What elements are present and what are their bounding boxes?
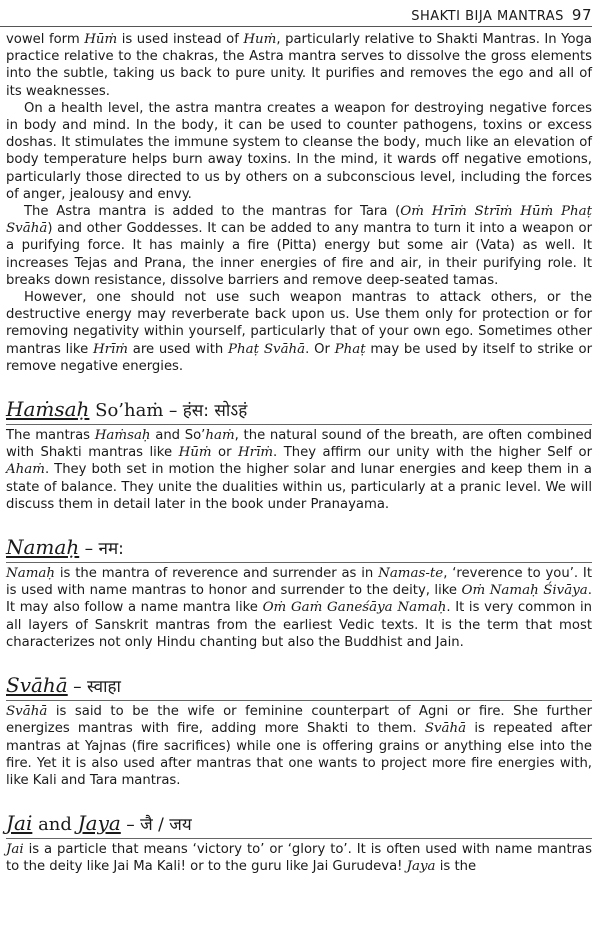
paragraph: On a health level, the astra mantra creates a weapon for destroying negative forces in body and mind. In the body, it can be used to counter pathogens, toxins or excess doshas. It stimulates the immune system to cleanse the body, much like an elevation of body temperature helps burn away toxins. In the mind, it wards off negative emotions, particularly those directed to us by others on a subconscious level, including the forces of anger, jealousy and envy.	[6, 100, 592, 202]
section-heading-hamsah: Haṁsaḥ So’haṁ – हंस: सोऽहं	[6, 397, 592, 425]
section-heading-jai: Jai and Jaya – जै / जय	[6, 811, 592, 839]
paragraph: vowel form Hūṁ is used instead of Huṁ, particularly relative to Shakti Mantras. In Yoga practice relative to the chakras, the Astra mantra serves to dissolve the gross elements into the subtle, taking us back to pure unity. It purifies and removes the ego and all of its weaknesses.	[6, 32, 592, 99]
paragraph: However, one should not use such weapon mantras to attack others, or the destructive energy may reverberate back upon us. Use them only for protection or for removing negativity within yourself, particularly that of your own ego. Sometimes other mantras like Hrīṁ are used with Phaṭ Svāhā. Or Phaṭ may be used by itself to strike or remove negative energies.	[6, 290, 592, 374]
running-header	[0, 4, 592, 27]
paragraph: The mantras Haṁsaḥ and So’haṁ, the natural sound of the breath, are often combined with Shakti mantras like Hūṁ or Hrīṁ. They affirm our unity with the higher Self or Ahaṁ. They both set in motion the higher solar and lunar energies and keep them in a state of balance. They unite the dualities within us, particularly at a pranic level. We will discuss them in detail later in the book under Pranayama.	[6, 428, 593, 512]
page-number: 97	[571, 6, 592, 24]
header-title: SHAKTI BIJA MANTRAS	[411, 9, 564, 24]
section-heading-namah: Namaḥ – नम:	[6, 535, 592, 563]
paragraph: Jai is a particle that means ‘victory to’ or ‘glory to’. It is often used with name mantras to the deity like Jai Ma Kali! or to the guru like Jai Gurudeva! Jaya is the	[6, 842, 592, 875]
paragraph: The Astra mantra is added to the mantras for Tara (Oṁ Hrīṁ Strīṁ Hūṁ Phaṭ Svāhā) and other Goddesses. It can be added to any mantra to turn it into a weapon or a purifying force. It has mainly a fire (Pitta) energy but some air (Vata) as well. It increases Tejas and Prana, the inner energies of fire and air, in their purifying role. It breaks down resistance, dissolve barriers and remove deep-seated tamas.	[6, 204, 592, 288]
paragraph: Namaḥ is the mantra of reverence and surrender as in Namas-te, ‘reverence to you’. It is used with name mantras to honor and surrender to the deity, like Oṁ Namaḥ Śivāya. It may also follow a name mantra like Oṁ Gaṁ Ganeśāya Namaḥ. It is very common in all layers of Sanskrit mantras from the earliest Vedic texts. It is the term that most characterizes not only Hindu chanting but also the Buddhist and Jain.	[6, 566, 592, 650]
paragraph: Svāhā is said to be the wife or feminine counterpart of Agni or fire. She further energizes mantras with fire, adding more Shakti to them. Svāhā is repeated after mantras at Yajnas (fire sacrifices) while one is offering grains or anything else into the fire. Yet it is also used after mantras that one wants to project more fire energies with, like Kali and Tara mantras.	[6, 704, 592, 788]
page-body	[6, 31, 592, 876]
section-heading-svaha: Svāhā – स्वाहा	[6, 673, 592, 701]
